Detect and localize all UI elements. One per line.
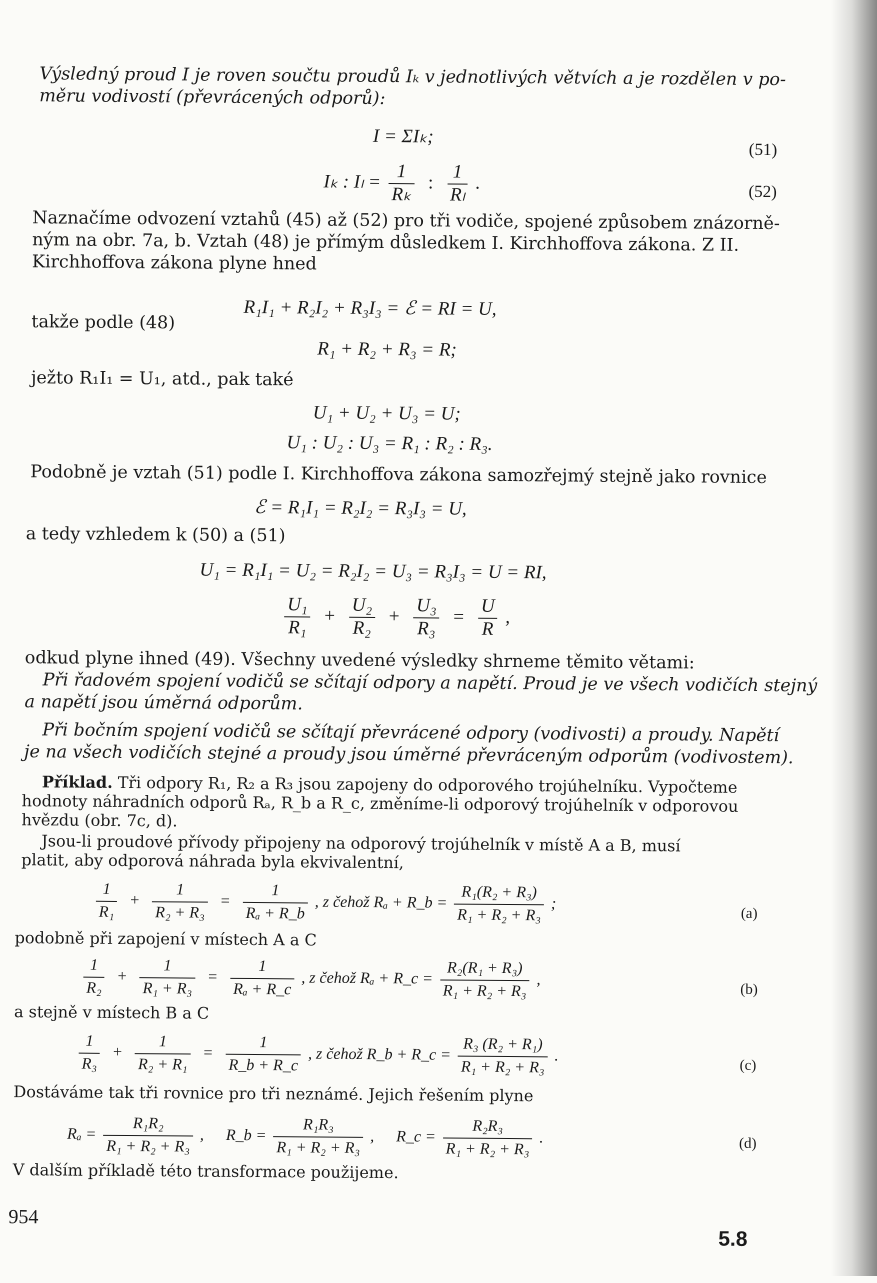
emf-equation: ℰ = R₁I₁ = R₂I₂ = R₃I₃ = U, bbox=[253, 497, 467, 520]
text-dostavame: Dostáváme tak tři rovnice pro tři neznámé. Jejich řešením plyne bbox=[13, 1082, 534, 1106]
equation-b: $\frac{1}{\text{R₂}}$ + $\frac{1}{\text{R₁ + R₃}}$ = $\frac{1}{\text{Rₐ + R\_c}}$ , z čehož Rₐ + R_c = $\frac{\text{R₂(R₁ + R₃)}}{\text{R₁ + R₂ + R₃}}$ , bbox=[80, 955, 541, 1004]
parallel-rule-line-2: je na všech vodičích stejné a proudy jsou úměrné převráceným odporům (vodivostem). bbox=[24, 742, 794, 769]
equation-number-52: (52) bbox=[748, 181, 777, 202]
series-rule-line-1: Při řadovém spojení vodičů se sčítají odpory a napětí. Proud je ve všech vodičích stejný bbox=[42, 670, 818, 697]
voltage-ratio-equation: U₁ : U₂ : U₃ = R₁ : R₂ : R₃. bbox=[286, 432, 493, 455]
intro-line-2: měru vodivostí (převrácených odporů): bbox=[39, 86, 386, 110]
similar-paragraph: Podobně je vztah (51) podle I. Kirchhoffova zákona samozřejmý stejně jako rovnice bbox=[30, 462, 767, 489]
series-rule-line-2: a napětí jsou úměrná odporům. bbox=[24, 692, 303, 715]
example-line-1: Příklad. Tři odpory R₁, R₂ a R₃ jsou zapojeny do odporového trojúhelníku. Vypočteme bbox=[41, 772, 738, 797]
sum-voltage-equation: U₁ + U₂ + U₃ = U; bbox=[312, 402, 461, 425]
frac-u1-r1: $\frac{\text{U₁}}{\text{R₁}}$ bbox=[284, 594, 311, 639]
text-tedy: a tedy vzhledem k (50) a (51) bbox=[25, 524, 286, 547]
sum-resistance-equation: R₁ + R₂ + R₃ = R; bbox=[317, 338, 457, 361]
eq52-left: Iₖ : Iₗ = bbox=[323, 171, 381, 193]
equation-number-51: (51) bbox=[748, 139, 778, 160]
text-jezto: ježto R₁I₁ = U₁, atd., pak také bbox=[30, 368, 294, 391]
equation-a: $\frac{1}{\text{R₁}}$ + $\frac{1}{\text{R₂ + R₃}}$ = $\frac{1}{\text{Rₐ + R\_b}}$ , z čehož Rₐ + R_b = $\frac{\text{R₁(R₂ + R₃)}}{\text{R₁ + R₂ + R₃}}$ ; bbox=[93, 879, 557, 928]
intro-line-1: Výsledný proud I je roven součtu proudů Iₖ v jednotlivých větvích a je rozdělen v po- bbox=[39, 64, 786, 91]
text-takze: takže podle (48) bbox=[31, 312, 176, 334]
example-line-3: hvězdu (obr. 7c, d). bbox=[21, 810, 178, 831]
odkud-paragraph: odkud plyne ihned (49). Všechny uvedené výsledky shrneme těmito větami: bbox=[24, 648, 695, 674]
derivation-line-2: ným na obr. 7a, b. Vztah (48) je přímým důsledkem I. Kirchhoffova zákona. Z II. bbox=[32, 230, 740, 256]
fraction-sum-equation: $\frac{\text{U₁}}{\text{R₁}}$ + $\frac{\text{U₂}}{\text{R₂}}$ + $\frac{\text{U₃}}{\text{R₃}}$ = $\frac{U}{R}$ , bbox=[281, 594, 510, 641]
derivation-line-1: Naznačíme odvození vztahů (45) až (52) pro tři vodiče, spojené způsobem znázorně- bbox=[32, 208, 780, 235]
text-podobne: podobně při zapojení v místech A a C bbox=[14, 928, 317, 950]
voltage-chain-equation: U₁ = R₁I₁ = U₂ = R₂I₂ = U₃ = R₃I₃ = U = RI, bbox=[199, 559, 547, 584]
eq52-fraction-2: $\frac{1}{\text{Rₗ}}$ bbox=[447, 162, 468, 207]
derivation-line-3: Kirchhoffova zákona plyne hned bbox=[31, 252, 317, 275]
section-number: 5.8 bbox=[718, 1227, 748, 1251]
parallel-rule-line-1: Při bočním spojení vodičů se sčítají převrácené odpory (vodivosti) a proudy. Napětí bbox=[42, 720, 780, 747]
frac-u2-r2: $\frac{\text{U₂}}{\text{R₂}}$ bbox=[349, 595, 376, 640]
page-number: 954 bbox=[8, 1206, 39, 1229]
text-stejne: a stejně v místech B a C bbox=[13, 1002, 210, 1023]
example-label: Příklad. bbox=[41, 772, 113, 792]
equation-d: Rₐ = $\frac{\text{R₁R₂}}{\text{R₁ + R₂ + R₃}}$ , R_b = $\frac{\text{R₁R₃}}{\text{R₁ + R₂ + R₃}}$ , R_c = $\frac{\text{R₂R₃}}{\text{R₁ + R₂ + R₃}}$ . bbox=[67, 1113, 544, 1162]
frac-u-r: $\frac{U}{R}$ bbox=[478, 596, 498, 641]
example-line-4: Jsou-li proudové přívody připojeny na odporový trojúhelník v místě A a B, musí bbox=[41, 831, 681, 856]
equation-number-c: (c) bbox=[739, 1057, 757, 1074]
frac-u3-r3: $\frac{\text{U₃}}{\text{R₃}}$ bbox=[413, 595, 440, 640]
equation-number-b: (b) bbox=[740, 981, 758, 998]
equation-52: Iₖ : Iₗ = $\frac{1}{\text{Rₖ}}$ : $\frac{1}{\text{Rₗ}}$ . bbox=[323, 161, 481, 206]
eq52-fraction-1: $\frac{1}{\text{Rₖ}}$ bbox=[388, 161, 414, 206]
example-line-5: platit, aby odporová náhrada byla ekvivalentní, bbox=[21, 850, 404, 873]
equation-51: I = ΣIₖ; bbox=[372, 125, 434, 148]
example-line-2: hodnoty náhradních odporů Rₐ, R_b a R_c, změníme-li odporový trojúhelník v odporovou bbox=[21, 791, 739, 816]
equation-number-a: (a) bbox=[740, 905, 758, 922]
equation-c: $\frac{1}{\text{R₃}}$ + $\frac{1}{\text{R₂ + R₁}}$ = $\frac{1}{R\_b + R\_c}$ , z čehož R_b + R_c = $\frac{\text{R₃ (R₂ + R₁)}}{\text{R₁ + R₂ + R₃}}$ . bbox=[76, 1031, 559, 1080]
text-final: V dalším příkladě této transformace použijeme. bbox=[12, 1160, 399, 1183]
kirchhoff-equation: R₁I₁ + R₂I₂ + R₃I₃ = ℰ = RI = U, bbox=[243, 296, 497, 320]
equation-number-d: (d) bbox=[738, 1135, 757, 1152]
